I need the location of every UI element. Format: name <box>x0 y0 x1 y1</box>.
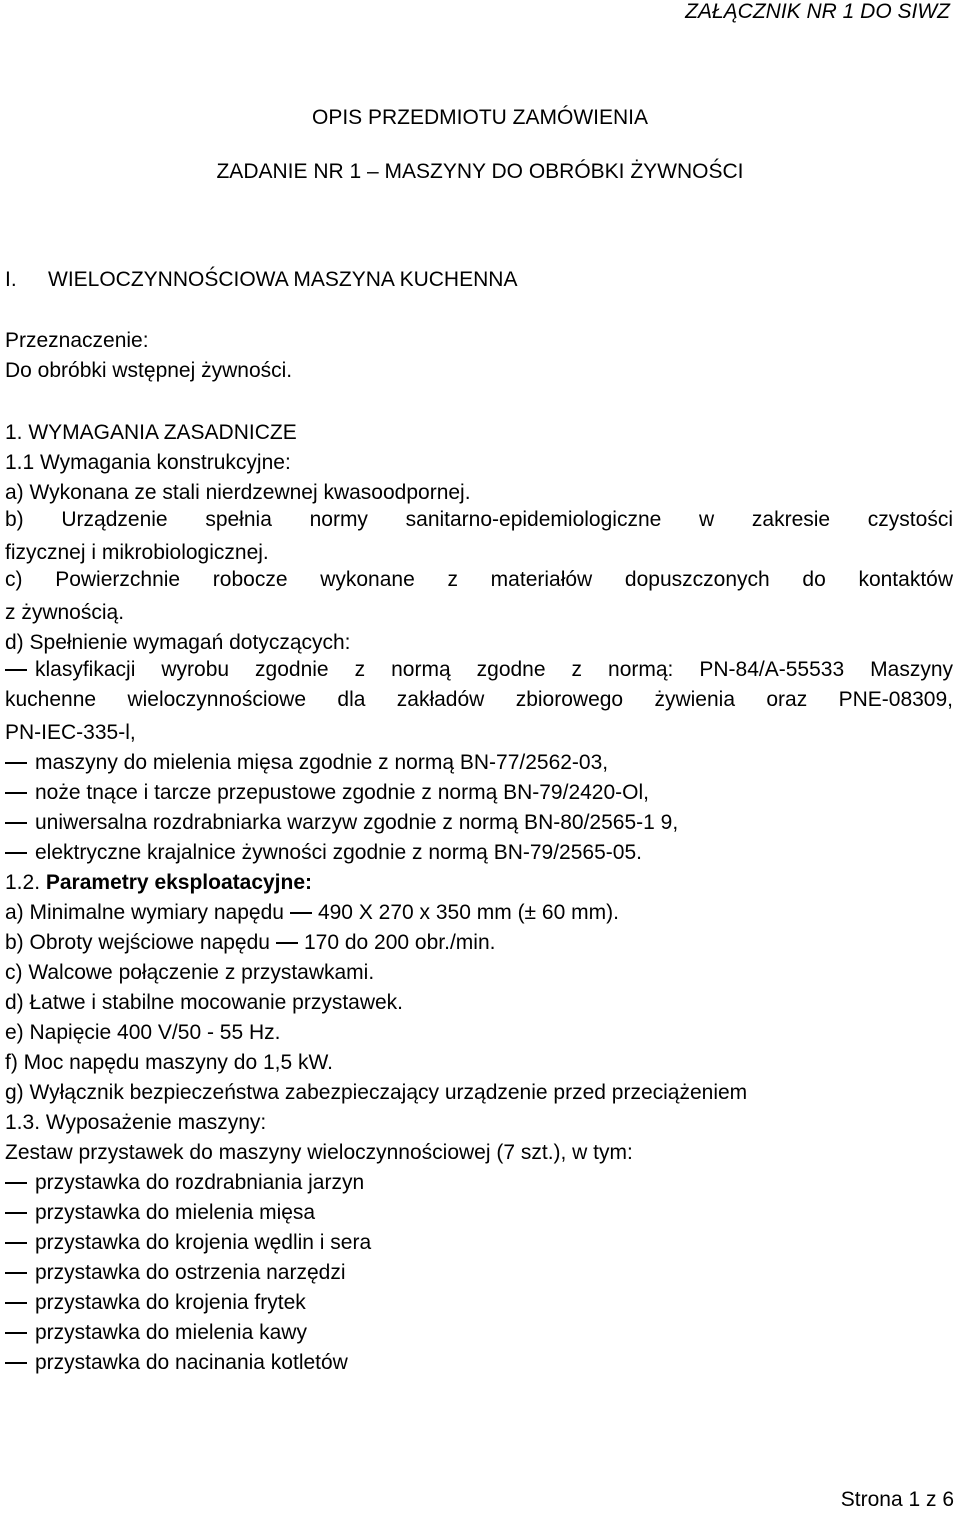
equipment-item: przystawka do ostrzenia narzędzi <box>5 1258 345 1288</box>
equipment-item: przystawka do krojenia wędlin i sera <box>5 1228 371 1258</box>
attachment-header: ZAŁĄCZNIK NR 1 DO SIWZ <box>685 0 950 23</box>
equipment-item: przystawka do nacinania kotletów <box>5 1348 348 1378</box>
document-title: OPIS PRZEDMIOTU ZAMÓWIENIA <box>311 106 648 129</box>
purpose-label: Przeznaczenie: <box>5 329 149 352</box>
requirements-heading: 1. WYMAGANIA ZASADNICZE <box>5 421 297 444</box>
requirement-d: d) Spełnienie wymagań dotyczących: <box>5 631 351 654</box>
requirement-c-line1: c) Powierzchnie robocze wykonane z materiałów dopuszczonych do kontaktów <box>5 568 953 591</box>
purpose-text: Do obróbki wstępnej żywności. <box>5 359 293 382</box>
dash-bullet <box>5 1302 27 1304</box>
parameter-c: c) Walcowe połączenie z przystawkami. <box>5 961 375 984</box>
dash-bullet <box>5 762 27 764</box>
parameter-a: a) Minimalne wymiary napędu 490 X 270 x 350 mm (± 60 mm). <box>5 901 619 924</box>
requirement-a: a) Wykonana ze stali nierdzewnej kwasoodpornej. <box>5 481 471 504</box>
requirement-c-line2: z żywnością. <box>5 601 125 624</box>
dash-bullet <box>5 792 27 794</box>
equipment-item: przystawka do mielenia mięsa <box>5 1198 315 1228</box>
task-title: ZADANIE NR 1 – MASZYNY DO OBRÓBKI ŻYWNOŚCI <box>216 160 744 183</box>
dash-bullet <box>5 1212 27 1214</box>
standard-item-continuation: kuchenne wieloczynnościowe dla zakładów zbiorowego żywienia oraz PNE-08309, <box>5 688 953 711</box>
parameters-heading: 1.2. Parametry eksploatacyjne: <box>5 871 313 894</box>
standard-item-continuation: PN-IEC-335-l, <box>5 721 136 744</box>
dash-bullet <box>5 1182 27 1184</box>
parameter-g: g) Wyłącznik bezpieczeństwa zabezpieczający urządzenie przed przeciążeniem <box>5 1081 748 1104</box>
requirement-b-line2: fizycznej i mikrobiologicznej. <box>5 541 269 564</box>
standard-item: uniwersalna rozdrabniarka warzyw zgodnie z normą BN-80/2565-1 9, <box>5 808 678 838</box>
equipment-intro: Zestaw przystawek do maszyny wieloczynnościowej (7 szt.), w tym: <box>5 1141 633 1164</box>
requirement-b-line1: b) Urządzenie spełnia normy sanitarno-epidemiologiczne w zakresie czystości <box>5 508 953 531</box>
parameter-e: e) Napięcie 400 V/50 - 55 Hz. <box>5 1021 281 1044</box>
equipment-item: przystawka do krojenia frytek <box>5 1288 306 1318</box>
equipment-heading: 1.3. Wyposażenie maszyny: <box>5 1111 267 1134</box>
parameter-b: b) Obroty wejściowe napędu 170 do 200 obr./min. <box>5 931 496 954</box>
section-title: WIELOCZYNNOŚCIOWA MASZYNA KUCHENNA <box>48 268 518 291</box>
standard-item: noże tnące i tarcze przepustowe zgodnie z normą BN-79/2420-Ol, <box>5 778 649 808</box>
dash-bullet <box>5 1332 27 1334</box>
equipment-item: przystawka do rozdrabniania jarzyn <box>5 1168 364 1198</box>
parameter-f: f) Moc napędu maszyny do 1,5 kW. <box>5 1051 333 1074</box>
dash-bullet <box>5 852 27 854</box>
standard-item: maszyny do mielenia mięsa zgodnie z normą BN-77/2562-03, <box>5 748 608 778</box>
dash-bullet <box>5 669 27 671</box>
section-number: I. <box>5 268 17 291</box>
standard-item: klasyfikacji wyrobu zgodnie z normą zgodne z normą: PN-84/A-55533 Maszyny <box>5 658 953 682</box>
dash-bullet <box>5 822 27 824</box>
standard-item: elektryczne krajalnice żywności zgodnie z normą BN-79/2565-05. <box>5 838 642 868</box>
dash-bullet <box>5 1362 27 1364</box>
dash-bullet <box>5 1272 27 1274</box>
dash-separator <box>290 912 312 914</box>
dash-separator <box>276 942 298 944</box>
parameter-d: d) Łatwe i stabilne mocowanie przystawek. <box>5 991 404 1014</box>
dash-bullet <box>5 1242 27 1244</box>
construction-requirements-heading: 1.1 Wymagania konstrukcyjne: <box>5 451 291 474</box>
equipment-item: przystawka do mielenia kawy <box>5 1318 307 1348</box>
page-number: Strona 1 z 6 <box>840 1488 954 1511</box>
